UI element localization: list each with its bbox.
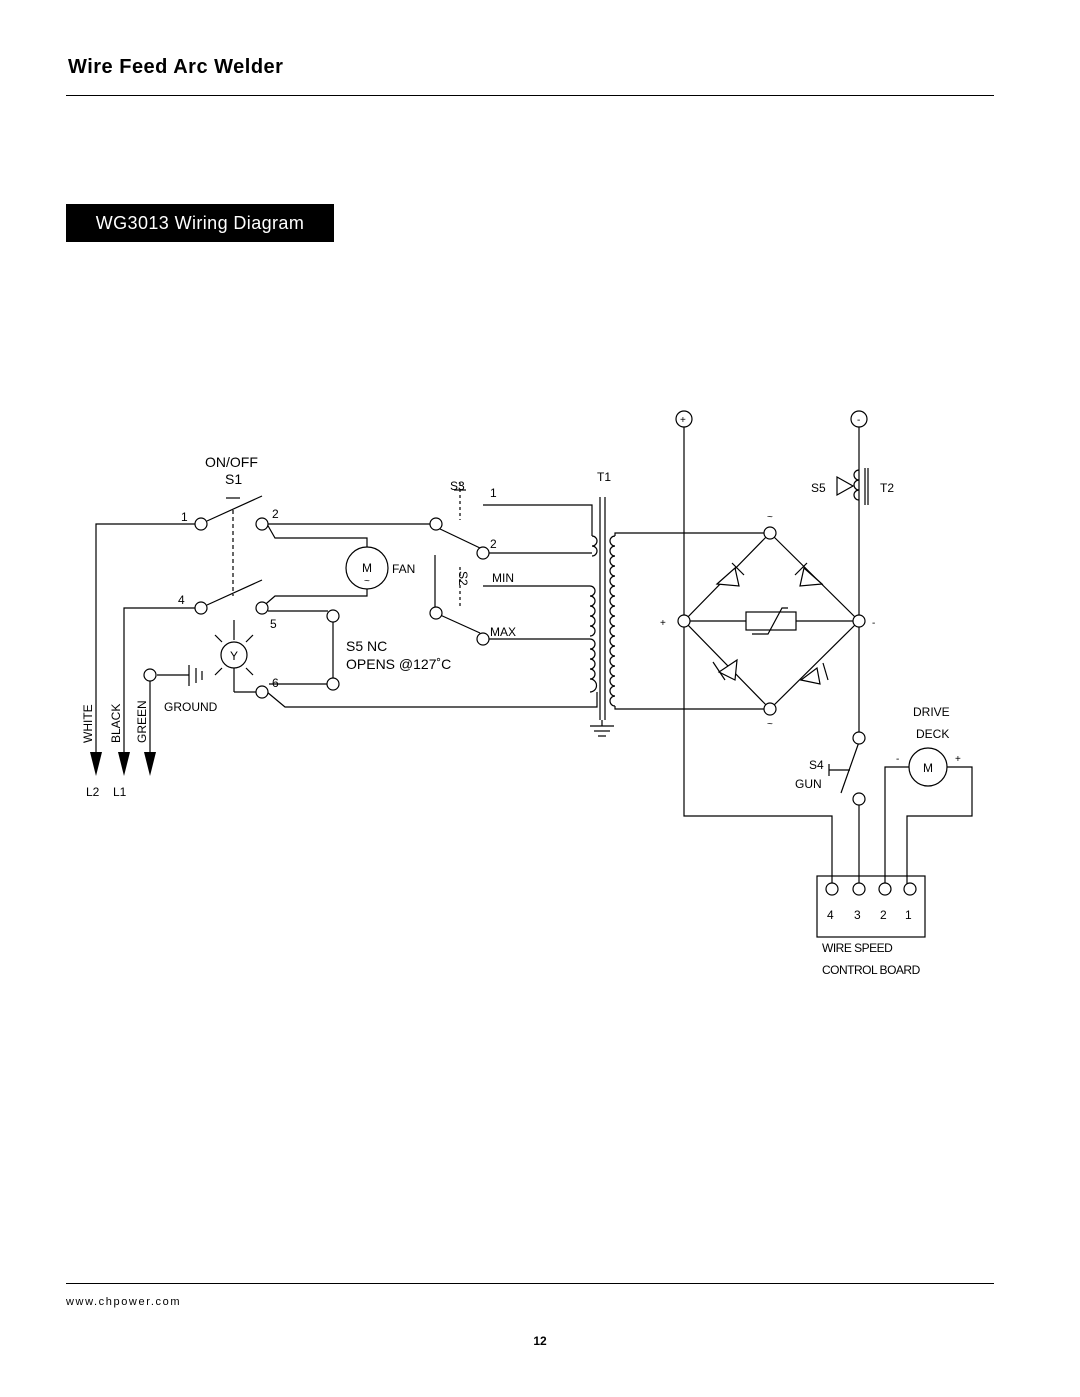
pin-3-label: 3 [854, 908, 861, 922]
document-title: Wire Feed Arc Welder [68, 56, 284, 78]
l2-label: L2 [86, 785, 100, 799]
gun-label: GUN [795, 777, 822, 791]
footer-rule [66, 1283, 994, 1284]
s1-terminal-1-label: 1 [181, 510, 188, 524]
bridge-ac-top [764, 527, 776, 539]
s3-common [430, 518, 442, 530]
s4-bottom-contact [853, 793, 865, 805]
pin-1-label: 1 [905, 908, 912, 922]
s3-position-2-label: 2 [490, 537, 497, 551]
page-number: 12 [533, 1334, 547, 1348]
board-pin-4 [826, 883, 838, 895]
drive-label: DRIVE [913, 705, 950, 719]
s5-label: S5 [811, 481, 826, 495]
bridge-ac-bottom [764, 703, 776, 715]
s1-terminal-2 [256, 518, 268, 530]
bridge-plus-node [678, 615, 690, 627]
s3-label: S3 [450, 479, 465, 493]
bridge-minus-label: - [872, 618, 876, 629]
s1-terminal-4-label: 4 [178, 593, 185, 607]
s3-position-1-label: 1 [490, 486, 497, 500]
s5-nc-label: S5 NC [346, 638, 388, 654]
terminal-6-label: 6 [272, 676, 279, 690]
s3-position-2 [477, 547, 489, 559]
wire-speed-label: WIRE SPEED [822, 941, 893, 955]
black-wire-label: BLACK [109, 703, 123, 743]
opens-temp-label: OPENS @127˚C [346, 656, 452, 672]
thermistor-label: Y [230, 649, 239, 663]
fan-label: FAN [392, 562, 416, 576]
pin-2-label: 2 [880, 908, 887, 922]
on-off-label: ON/OFF [205, 454, 258, 470]
s1-terminal-1 [195, 518, 207, 530]
line-cord-arrows [90, 752, 156, 776]
deck-motor-label: M [923, 761, 933, 775]
footer-url: www.chpower.com [66, 1296, 182, 1308]
board-pin-1 [904, 883, 916, 895]
s1-terminal-2-label: 2 [272, 507, 279, 521]
bridge-plus-label: + [660, 618, 666, 629]
section-title: WG3013 Wiring Diagram [66, 204, 334, 242]
terminal-5-label: 5 [270, 617, 277, 631]
s4-label: S4 [809, 758, 824, 772]
output-minus-label: - [857, 415, 861, 426]
wires [96, 426, 972, 937]
bridge-diodes [713, 563, 828, 684]
output-plus-label: + [680, 415, 686, 426]
pin-4-label: 4 [827, 908, 834, 922]
ground-terminal [144, 669, 156, 681]
terminal-6 [256, 686, 268, 698]
deck-label: DECK [916, 727, 950, 741]
max-label: MAX [490, 625, 517, 639]
s4-top-contact [853, 732, 865, 744]
deck-minus-label: - [896, 754, 900, 765]
s1-label: S1 [225, 471, 243, 487]
bridge-ac-bottom-label: ~ [767, 719, 773, 730]
t1-label: T1 [597, 470, 612, 484]
s2-label: S2 [456, 571, 470, 586]
ground-label: GROUND [164, 700, 218, 714]
white-wire-label: WHITE [81, 704, 95, 743]
l1-label: L1 [113, 785, 127, 799]
control-board-label: CONTROL BOARD [822, 963, 920, 977]
inductor-t2 [837, 468, 868, 505]
bridge-ac-top-label: ~ [767, 512, 773, 523]
t2-label: T2 [880, 481, 895, 495]
min-label: MIN [492, 571, 514, 585]
s5-contact-top [327, 610, 339, 622]
terminal-5 [256, 602, 268, 614]
s1-terminal-4 [195, 602, 207, 614]
bridge-minus-node [853, 615, 865, 627]
transformer-t1 [590, 536, 615, 706]
board-pin-3 [853, 883, 865, 895]
s2-max [477, 633, 489, 645]
s5-contact-bottom [327, 678, 339, 690]
board-pin-2 [879, 883, 891, 895]
green-wire-label: GREEN [135, 700, 149, 743]
s2-common [430, 607, 442, 619]
fan-motor-label: M [362, 561, 372, 575]
fan-motor-tilde: ~ [364, 576, 370, 587]
deck-plus-label: + [955, 754, 961, 765]
